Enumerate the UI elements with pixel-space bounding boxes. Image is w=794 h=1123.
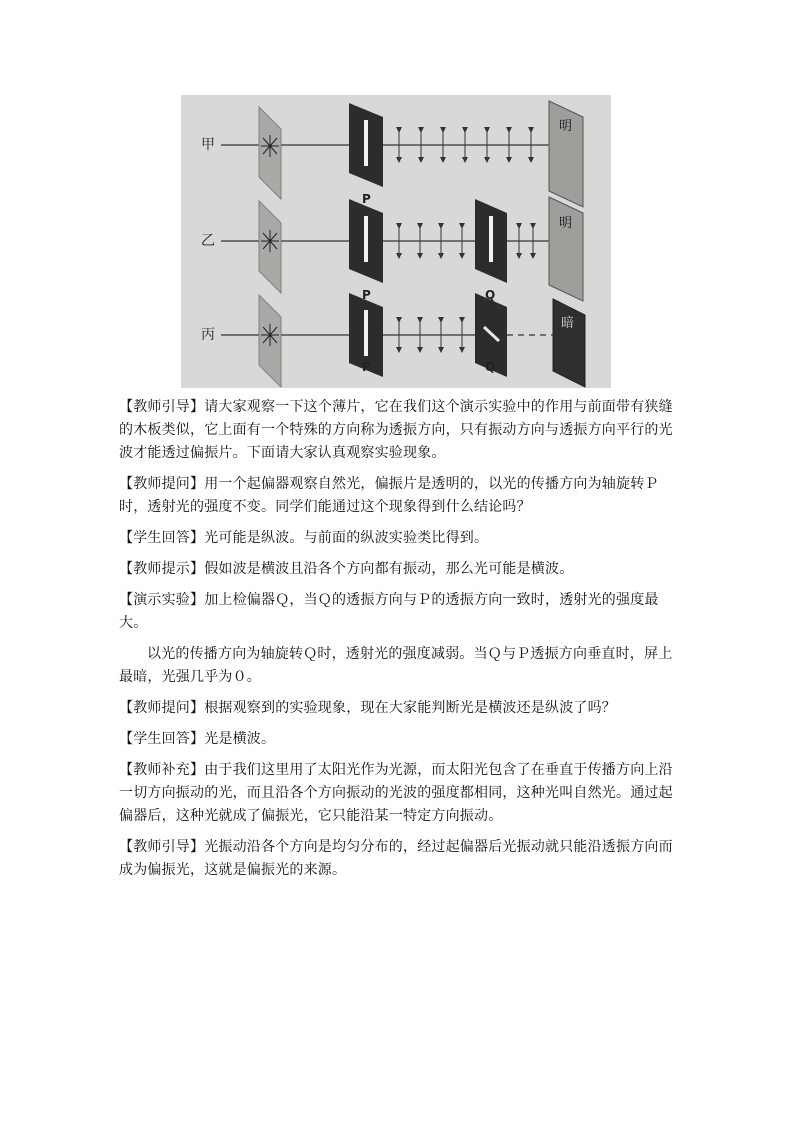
row-yi: [201, 197, 583, 302]
paragraph-text: 光振动沿各个方向是均匀分布的，经过起偏器后光振动就只能沿透振方向而成为偏振光，这就是偏振光的来源。: [119, 839, 673, 878]
paragraph-tag: 【演示实验】: [119, 592, 205, 608]
paragraph-text: 用一个起偏器观察自然光，偏振片是透明的，以光的传播方向为轴旋转Ｐ时，透射光的强度不变。同学们能通过这个现象得到什么结论吗？: [119, 476, 659, 515]
paragraph-teacher-guide-1: [119, 396, 676, 465]
paragraph-demo-continued: [119, 643, 676, 689]
row-bing: [201, 293, 585, 387]
analyzer-q-slit: [489, 216, 493, 262]
screen-bright: [549, 101, 583, 207]
paragraph-tag: 【学生回答】: [119, 530, 205, 546]
polarizer-p-slit: [364, 120, 368, 166]
polarizer-p-slit: [364, 310, 368, 356]
paragraph-text: 由于我们这里用了太阳光作为光源，而太阳光包含了在垂直于传播方向上沿一切方向振动的光，而且沿各个方向振动的光波的强度都相同，这种光叫自然光。通过起偏器后，这种光就成了偏振光，它只能沿某一特定方向振动。: [119, 762, 673, 824]
polarizer-p-label: P: [362, 288, 371, 302]
paragraph-demo-experiment: [119, 589, 676, 635]
paragraph-student-answer-1: [119, 527, 676, 550]
paragraph-text: 假如波是横波且沿各个方向都有振动，那么光可能是横波。: [204, 561, 574, 577]
polarizer-p-slit: [364, 216, 368, 262]
polarization-diagram: [181, 95, 611, 388]
row-jia: [201, 101, 583, 207]
paragraph-text: 请大家观察一下这个薄片，它在我们这个演示实验中的作用与前面带有狭缝的木板类似，它上面有一个特殊的方向称为透振方向，只有振动方向与透振方向平行的光波才能透过偏振片。下面请大家认真观察实验现象。: [119, 399, 673, 461]
natural-light-star-icon: [261, 230, 279, 252]
paragraph-teacher-hint: [119, 558, 676, 581]
paragraph-text: 根据观察到的实验现象，现在大家能判断光是横波还是纵波了吗？: [204, 700, 617, 716]
paragraph-teacher-question-1: [119, 473, 676, 519]
screen-label: 明: [559, 216, 573, 231]
polarizer-p-label: P: [362, 192, 371, 206]
paragraph-tag: 【教师补充】: [119, 762, 205, 778]
paragraph-tag: 【教师提问】: [119, 700, 205, 716]
paragraph-text: 光是横波。: [204, 731, 276, 747]
polarizer-p-label: P: [362, 360, 371, 374]
natural-light-star-icon: [261, 135, 279, 157]
analyzer-q-label: Q: [485, 288, 496, 302]
paragraph-tag: 【教师引导】: [119, 399, 205, 415]
paragraph-teacher-question-2: [119, 697, 676, 720]
paragraph-teacher-guide-2: [119, 836, 676, 882]
paragraph-teacher-supplement: [119, 759, 676, 828]
natural-light-star-icon: [261, 324, 279, 346]
row-label-yi: 乙: [201, 233, 215, 249]
paragraph-tag: 【学生回答】: [119, 731, 205, 747]
lesson-text: [119, 396, 676, 890]
paragraph-text: 加上检偏器Ｑ，当Ｑ的透振方向与Ｐ的透振方向一致时，透射光的强度最大。: [119, 592, 659, 631]
polarization-diagram-svg: [181, 95, 611, 388]
screen-dark: [553, 299, 585, 387]
row-label-jia: 甲: [201, 137, 215, 153]
paragraph-tag: 【教师提问】: [119, 476, 205, 492]
screen-bright: [549, 197, 583, 301]
paragraph-tag: 【教师引导】: [119, 839, 205, 855]
analyzer-q-label: Q: [485, 360, 496, 374]
paragraph-student-answer-2: [119, 728, 676, 751]
screen-label: 明: [559, 119, 573, 134]
row-label-bing: 丙: [201, 327, 215, 343]
paragraph-text: 光可能是纵波。与前面的纵波实验类比得到。: [204, 530, 489, 546]
paragraph-text: 以光的传播方向为轴旋转Ｑ时，透射光的强度减弱。当Ｑ与Ｐ透振方向垂直时，屏上最暗，光强几乎为０。: [119, 646, 673, 685]
screen-label: 暗: [561, 316, 575, 331]
paragraph-tag: 【教师提示】: [119, 561, 205, 577]
